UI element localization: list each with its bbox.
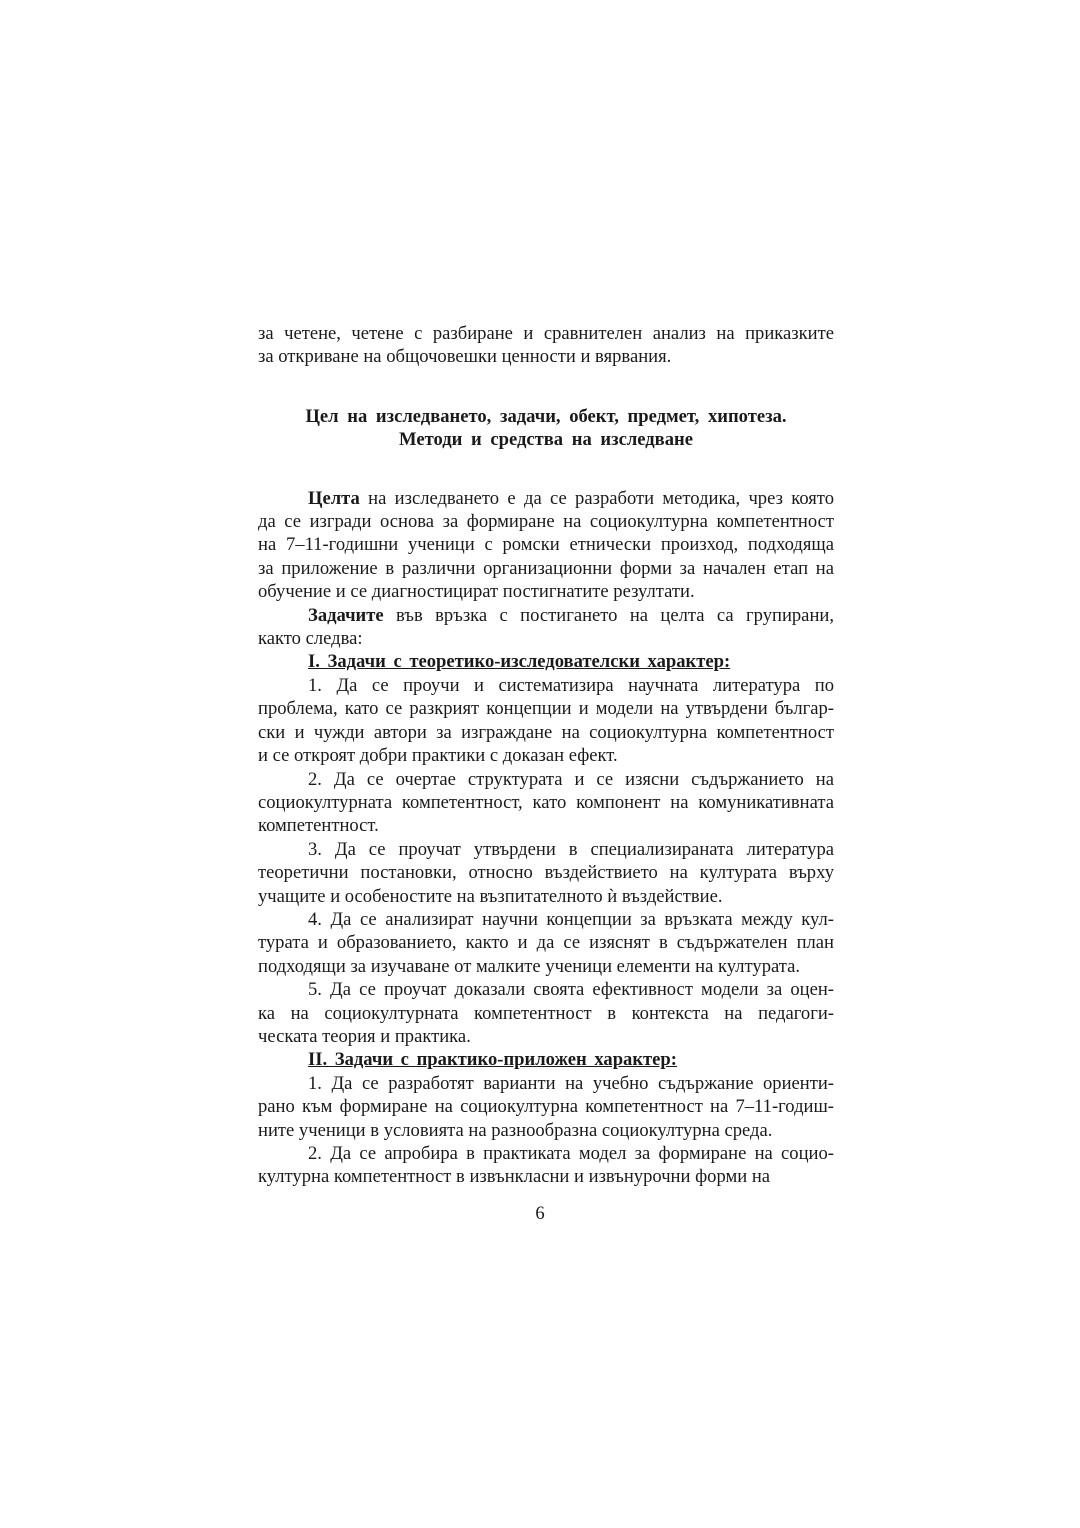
tasks-bold-term: Задачите (308, 604, 384, 626)
goal-line-5: обучение и се диагностицират постигнатите резултати. (258, 581, 695, 603)
task-line: 2. Да се очертае структурата и се изясни съдържанието на (308, 768, 834, 790)
heading-line-1: Цел на изследването, задачи, обект, предмет, хипотеза. (305, 405, 787, 427)
task-line: социокултурната компетентност, като компонент на комуникативната (258, 791, 834, 813)
task-line: ски и чужди автори за изграждане на социокултурна компетентност (258, 721, 834, 743)
section-1-items (258, 674, 834, 1049)
goal-line-3: на 7–11-годишни ученици с ромски етнически произход, подходяща (258, 534, 834, 556)
section-heading (258, 405, 834, 452)
task-line: ните ученици в условията на разнообразна социокултурна среда. (258, 1119, 773, 1141)
intro-line-2: за откриване на общочовешки ценности и вярвания. (258, 346, 672, 368)
task-line: културна компетентност в извънкласни и извънурочни форми на (258, 1166, 771, 1188)
task-line: ка на социокултурната компетентност в контекста на педагоги- (258, 1002, 834, 1024)
task-line: ческата теория и практика. (258, 1025, 471, 1047)
task-line: 5. Да се проучат доказали своята ефективност модели за оцен- (308, 979, 834, 1001)
tasks-intro-line-1 (258, 604, 834, 627)
tasks-intro-line-2: както следва: (258, 628, 363, 650)
page-number: 6 (535, 1203, 545, 1224)
task-line: проблема, като се разкрият концепции и модели на утвърдени българ- (258, 698, 834, 720)
goal-line-4: за приложение в различни организационни форми за начален етап на (258, 557, 834, 579)
goal-line-1-rest: на изследването е да се разработи методика, чрез която (359, 487, 834, 509)
task-line: теоретични постановки, относно въздействието на културата върху (258, 862, 834, 884)
task-line: учащите и особеностите на възпитателното ѝ въздействие. (258, 885, 723, 907)
task-line: подходящи за изучаване от малките ученици елементи на културата. (258, 955, 801, 977)
task-line: 1. Да се разработят варианти на учебно съдържание ориенти- (308, 1072, 834, 1094)
task-line: компетентност. (258, 815, 379, 837)
task-line: 2. Да се апробира в практиката модел за формиране на социо- (308, 1143, 834, 1164)
tasks-intro-line-1-rest: във връзка с постигането на целта са групирани, (383, 604, 834, 626)
section-2-title: II. Задачи с практико-приложен характер: (308, 1049, 677, 1071)
task-line: 1. Да се проучи и систематизира научната литература по (308, 674, 834, 696)
page-body (258, 322, 834, 1189)
goal-line-2: да се изгради основа за формиране на социокултурна компетентност (258, 511, 834, 533)
goal-bold-term: Целта (308, 487, 360, 509)
task-line: рано към формиране на социокултурна компетентност на 7–11-годиш- (258, 1096, 834, 1118)
task-line: турата и образованието, както и да се изяснят в съдържателен план (258, 932, 834, 954)
task-line: и се откроят добри практики с доказан ефект. (258, 745, 618, 767)
section-1-title: I. Задачи с теоретико-изследователски характер: (308, 651, 731, 673)
task-line: 3. Да се проучат утвърдени в специализираната литература (308, 838, 834, 860)
intro-line-1: за четене, четене с разбиране и сравнителен анализ на приказките (258, 323, 834, 344)
goal-line-1 (258, 487, 834, 510)
task-line: 4. Да се анализират научни концепции за връзката между кул- (308, 908, 834, 930)
section-2-items (258, 1072, 834, 1189)
heading-line-2: Методи и средства на изследване (399, 429, 693, 451)
